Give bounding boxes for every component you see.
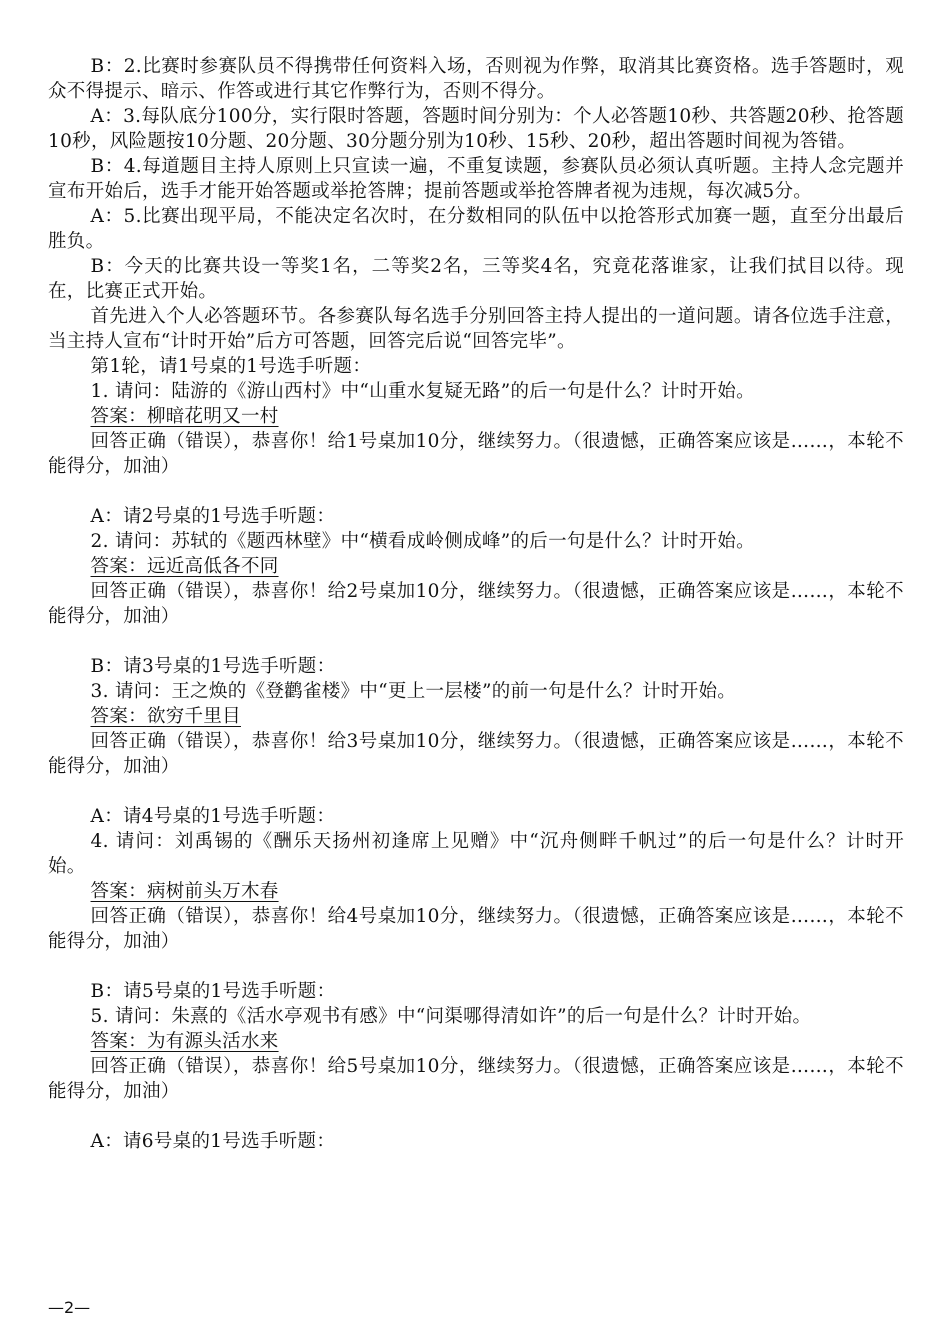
- answer-text: 病树前头万木春: [146, 881, 279, 902]
- answer-label: 答案：: [90, 881, 147, 902]
- paragraph: A：5.比赛出现平局，不能决定名次时，在分数相同的队伍中以抢答形式加赛一题，直至分出最后胜负。: [48, 206, 904, 252]
- paragraph: 第1轮，请1号桌的1号选手听题：: [90, 356, 372, 377]
- answer-underlined: [91, 406, 279, 427]
- answer-line: [48, 704, 904, 729]
- answer-text: 为有源头活水来: [146, 1031, 279, 1052]
- answer-line: [48, 879, 904, 904]
- paragraph: B：请5号桌的1号选手听题：: [90, 981, 336, 1002]
- answer-text: 远近高低各不同: [146, 556, 279, 577]
- paragraph: A：3.每队底分100分，实行限时答题，答题时间分别为：个人必答题10秒、共答题20秒、抢答题10秒，风险题按10分题、20分题、30分题分别为10秒、15秒、20秒，超出答题时间视为答错。: [48, 106, 904, 152]
- paragraph: 回答正确（错误），恭喜你！给4号桌加10分，继续努力。（很遗憾，正确答案应该是……，本轮不能得分，加油）: [48, 906, 904, 952]
- answer-underlined: [91, 1031, 279, 1052]
- page-number: —2—: [48, 1298, 91, 1317]
- answer-text: 欲穷千里目: [146, 706, 241, 727]
- answer-underlined: [91, 556, 279, 577]
- paragraph: B：2.比赛时参赛队员不得携带任何资料入场，否则视为作弊，取消其比赛资格。选手答题时，观众不得提示、暗示、作答或进行其它作弊行为，否则不得分。: [48, 56, 904, 102]
- paragraph-gap: [48, 779, 904, 804]
- paragraph: B：今天的比赛共设一等奖1名，二等奖2名，三等奖4名，究竟花落谁家，让我们拭目以待。现在，比赛正式开始。: [48, 256, 904, 302]
- paragraph: A：请6号桌的1号选手听题：: [90, 1131, 336, 1152]
- answer-underlined: [91, 706, 241, 727]
- answer-label: 答案：: [90, 556, 147, 577]
- paragraph: 5. 请问：朱熹的《活水亭观书有感》中“问渠哪得清如许”的后一句是什么？计时开始。: [90, 1006, 812, 1027]
- document-body: [48, 54, 904, 1154]
- paragraph: 回答正确（错误），恭喜你！给5号桌加10分，继续努力。（很遗憾，正确答案应该是……，本轮不能得分，加油）: [48, 1056, 904, 1102]
- paragraph-gap: [48, 629, 904, 654]
- paragraph: A：请2号桌的1号选手听题：: [90, 506, 336, 527]
- paragraph: 4. 请问：刘禹锡的《酬乐天扬州初逢席上见赠》中“沉舟侧畔千帆过”的后一句是什么？计时开始。: [48, 831, 904, 877]
- paragraph: 首先进入个人必答题环节。各参赛队每名选手分别回答主持人提出的一道问题。请各位选手注意，当主持人宣布“计时开始”后方可答题，回答完后说“回答完毕”。: [48, 306, 904, 352]
- paragraph-gap: [48, 1104, 904, 1129]
- paragraph: 回答正确（错误），恭喜你！给3号桌加10分，继续努力。（很遗憾，正确答案应该是……，本轮不能得分，加油）: [48, 731, 904, 777]
- paragraph-gap: [48, 479, 904, 504]
- paragraph: 回答正确（错误），恭喜你！给2号桌加10分，继续努力。（很遗憾，正确答案应该是……，本轮不能得分，加油）: [48, 581, 904, 627]
- paragraph-gap: [48, 954, 904, 979]
- answer-label: 答案：: [90, 706, 147, 727]
- paragraph: A：请4号桌的1号选手听题：: [90, 806, 336, 827]
- paragraph: 2. 请问：苏轼的《题西林壁》中“横看成岭侧成峰”的后一句是什么？计时开始。: [90, 531, 755, 552]
- paragraph: B：4.每道题目主持人原则上只宣读一遍，不重复读题，参赛队员必须认真听题。主持人念完题并宣布开始后，选手才能开始答题或举抢答牌；提前答题或举抢答牌者视为违规，每次减5分。: [48, 156, 904, 202]
- answer-line: [48, 1029, 904, 1054]
- paragraph: B：请3号桌的1号选手听题：: [90, 656, 336, 677]
- answer-line: [48, 554, 904, 579]
- answer-text: 柳暗花明又一村: [146, 406, 279, 427]
- paragraph: 回答正确（错误），恭喜你！给1号桌加10分，继续努力。（很遗憾，正确答案应该是……，本轮不能得分，加油）: [48, 431, 904, 477]
- answer-line: [48, 404, 904, 429]
- paragraph: 3. 请问：王之焕的《登鹳雀楼》中“更上一层楼”的前一句是什么？计时开始。: [90, 681, 737, 702]
- paragraph: 1. 请问：陆游的《游山西村》中“山重水复疑无路”的后一句是什么？计时开始。: [90, 381, 755, 402]
- answer-underlined: [91, 881, 279, 902]
- answer-label: 答案：: [90, 406, 147, 427]
- answer-label: 答案：: [90, 1031, 147, 1052]
